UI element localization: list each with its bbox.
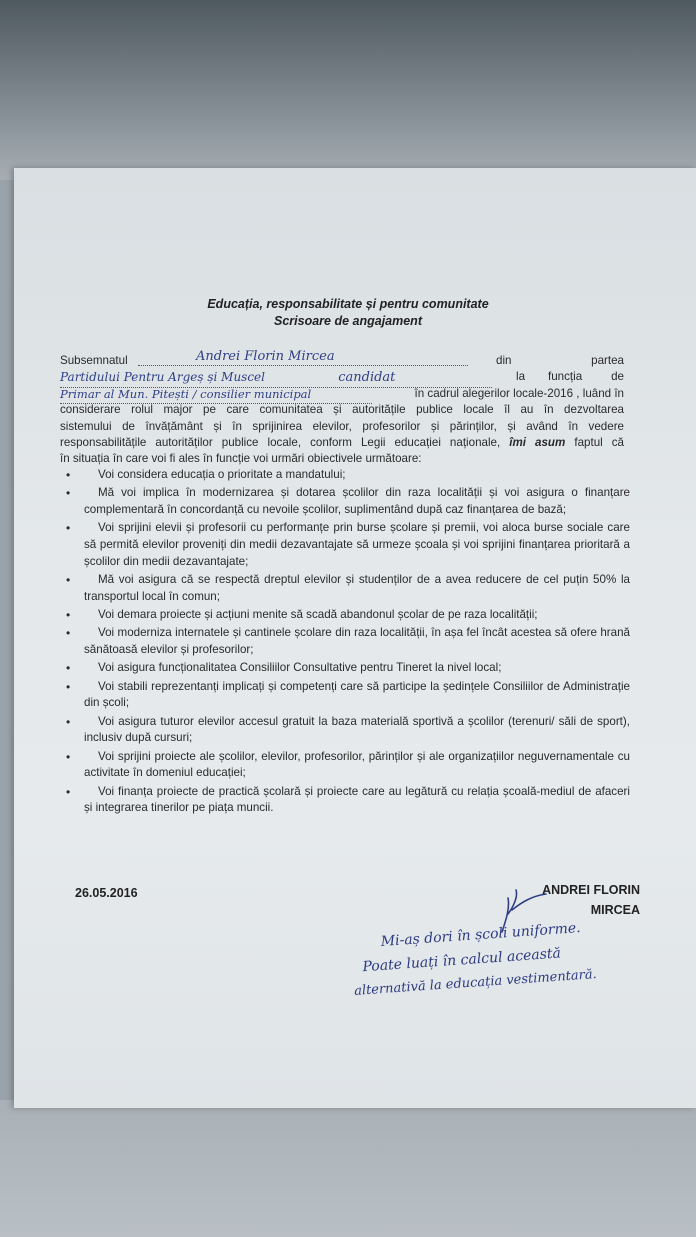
intro-paragraph bbox=[60, 349, 624, 468]
bullet-icon: • bbox=[66, 661, 71, 676]
handwritten-party: Partidului Pentru Argeș și Muscel bbox=[60, 370, 265, 385]
document-date: 26.05.2016 bbox=[75, 886, 138, 900]
asum-emphasis: îmi asum bbox=[509, 435, 566, 449]
bullet-icon: • bbox=[66, 521, 71, 536]
intro-line-4: considerare rolul major pe care comunitatea și autoritățile publice locale îl au în dezvoltarea bbox=[60, 403, 624, 417]
intro-line-7: în situația în care voi fi ales în funcție voi urmări obiectivele următoare: bbox=[60, 452, 422, 466]
word-la: la bbox=[516, 370, 526, 384]
list-item: • Voi demara proiecte și acțiuni menite să scadă abandonul școlar de pe raza localității; bbox=[66, 607, 538, 622]
objectives-list bbox=[60, 467, 630, 819]
bullet-icon: • bbox=[66, 784, 71, 799]
signatory-line-1: ANDREI FLORIN bbox=[542, 883, 640, 897]
word-partea: partea bbox=[591, 354, 624, 367]
bullet-icon: • bbox=[66, 749, 71, 764]
document-subtitle: Scrisoare de angajament bbox=[274, 314, 422, 328]
document-title: Educația, responsabilitate și pentru comunitate bbox=[207, 297, 489, 311]
list-item: • Mă voi asigura că se respectă dreptul elevilor și studenților de a avea reducere de cel puțin 50% la transportul local în comun; bbox=[66, 572, 630, 603]
list-item: • Voi asigura funcționalitatea Consiliilor Consultative pentru Tineret la nivel local; bbox=[66, 661, 502, 676]
handwritten-function: Primar al Mun. Pitești / consilier municipal bbox=[60, 386, 312, 401]
list-item: • Voi considera educația o prioritate a mandatului; bbox=[66, 468, 346, 482]
intro-line-6-start: responsabilitățile autorităților publice locale, conform Legii educației naționale, bbox=[60, 435, 501, 449]
intro-line-1 bbox=[60, 349, 624, 369]
bullet-icon: • bbox=[66, 486, 71, 501]
bullet-icon: • bbox=[66, 572, 71, 587]
bullet-icon: • bbox=[66, 468, 71, 482]
list-item: • Voi sprijini proiecte ale școlilor, elevilor, profesorilor, părinților și ale organizațiilor neguvernamentale cu activitate în domeniul educației; bbox=[66, 749, 630, 780]
list-item: • Voi finanța proiecte de practică școlară și proiecte care au legătură cu relația școală-mediul de afaceri și integrarea tinerilor pe piața muncii. bbox=[66, 784, 630, 815]
list-item: • Voi stabili reprezentanți implicați și competenți care să participe la ședințele Consiliilor de Administrație din școli; bbox=[66, 679, 630, 710]
signatory-line-2: MIRCEA bbox=[590, 903, 640, 917]
list-item: • Voi moderniza internatele și cantinele școlare din raza localității, în așa fel încât acestea să ofere hrană sănătoasă elevilor și profesorilor; bbox=[66, 626, 630, 656]
intro-line-3-text: în cadrul alegerilor locale-2016 , luând în bbox=[414, 386, 624, 400]
name-field bbox=[138, 349, 468, 366]
intro-line-5: sistemului de învățământ și în sprijinirea elevilor, profesorilor și părinților, și având în vedere bbox=[60, 419, 624, 433]
note-line-3: alternativă la educația vestimentară. bbox=[353, 967, 598, 999]
word-de: de bbox=[611, 370, 624, 384]
bullet-icon: • bbox=[66, 679, 71, 694]
bullet-icon: • bbox=[66, 626, 71, 641]
word-din: din bbox=[496, 354, 512, 367]
list-item: • Voi sprijini elevii și profesorii cu performanțe prin burse școlare și premii, voi aloca burse sociale care să permită elevilor proveniți din medii dezavantajate să urmeze școala și voi sprijini finanțarea prioritară a școlilor din medii dezavantajate; bbox=[66, 521, 630, 568]
list-item: • Mă voi implica în modernizarea și dotarea școlilor din raza localității și voi asigura o finanțare complementară în concordanță cu nevoile școlilor, suplimentând după caz finanțarea de bază; bbox=[66, 486, 630, 516]
intro-line-6 bbox=[60, 435, 624, 451]
background-bottom bbox=[0, 1100, 696, 1237]
note-line-1: Mi-aș dori în școli uniforme. bbox=[380, 920, 582, 950]
note-line-2: Poate luați în calcul această bbox=[362, 945, 562, 976]
intro-line-6-end: faptul că bbox=[574, 435, 624, 449]
handwritten-candidat: candidat bbox=[338, 370, 396, 386]
word-subsemnatul: Subsemnatul bbox=[60, 354, 128, 367]
word-functia: funcția bbox=[548, 370, 583, 384]
intro-line-2 bbox=[60, 369, 624, 385]
handwritten-name: Andrei Florin Mircea bbox=[196, 349, 335, 364]
list-item: • Voi asigura tuturor elevilor accesul gratuit la baza materială sportivă a școlilor (terenuri/ săli de sport), inclusiv după cursuri; bbox=[66, 714, 630, 745]
bullet-icon: • bbox=[66, 607, 71, 622]
background-top bbox=[0, 0, 696, 180]
intro-line-3 bbox=[60, 386, 624, 402]
bullet-icon: • bbox=[66, 714, 71, 729]
